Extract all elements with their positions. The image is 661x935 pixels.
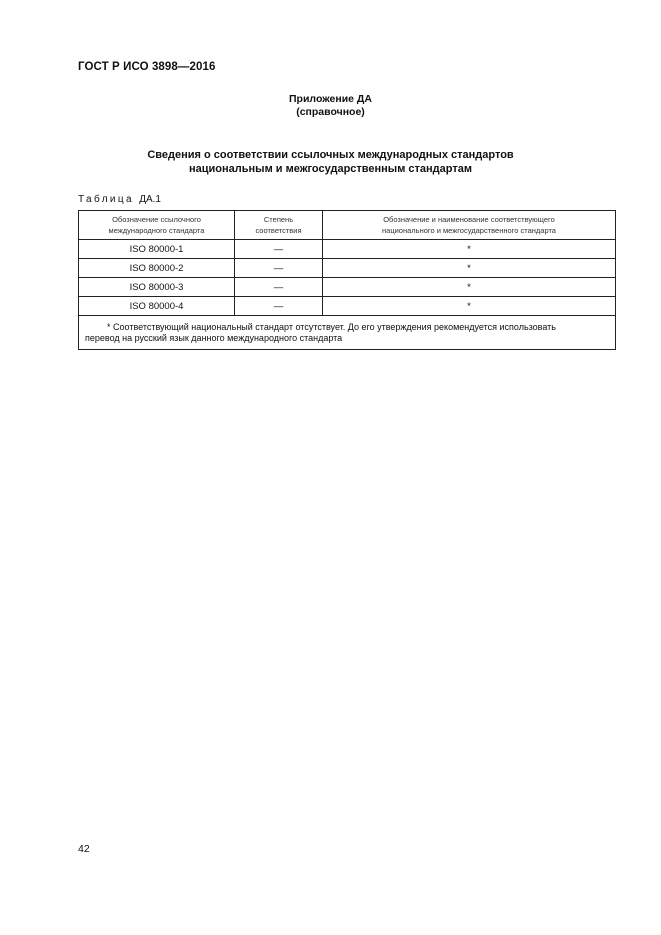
cell-national-standard: * [323,278,616,297]
cell-international-standard: ISO 80000-1 [79,240,235,259]
annex-title: Приложение ДА [289,93,372,105]
section-heading [0,149,661,176]
page-number: 42 [78,843,90,855]
table-caption-prefix: Таблица [78,194,135,205]
table-caption-number: ДА.1 [139,194,161,205]
footnote-line-1: * Соответствующий национальный стандарт отсутствует. До его утверждения рекомендуется использовать [107,322,556,332]
table-row [79,278,616,297]
cell-international-standard: ISO 80000-4 [79,297,235,316]
header-national-standard: Обозначение и наименование соответствующего национального и межгосударственного стандарта [323,211,616,240]
table-row [79,297,616,316]
cell-national-standard: * [323,259,616,278]
cell-conformity-degree: — [235,240,323,259]
annex-block [0,93,661,119]
table-row [79,240,616,259]
footnote-line-2: перевод на русский язык данного международного стандарта [85,333,343,343]
header-conformity-degree: Степень соответствия [235,211,323,240]
table-footnote-row [79,316,616,350]
cell-national-standard: * [323,297,616,316]
correspondence-table [78,210,616,350]
document-code: ГОСТ Р ИСО 3898—2016 [78,61,216,73]
table-row [79,259,616,278]
table-header-row [79,211,616,240]
heading-line-2: национальным и межгосударственным стандартам [189,162,472,175]
header-international-standard: Обозначение ссылочного международного стандарта [79,211,235,240]
cell-conformity-degree: — [235,297,323,316]
cell-international-standard: ISO 80000-2 [79,259,235,278]
table-footnote [79,316,616,350]
table-caption [78,194,161,205]
cell-international-standard: ISO 80000-3 [79,278,235,297]
cell-conformity-degree: — [235,259,323,278]
heading-line-1: Сведения о соответствии ссылочных международных стандартов [147,149,514,161]
annex-type: (справочное) [296,106,365,118]
cell-conformity-degree: — [235,278,323,297]
cell-national-standard: * [323,240,616,259]
